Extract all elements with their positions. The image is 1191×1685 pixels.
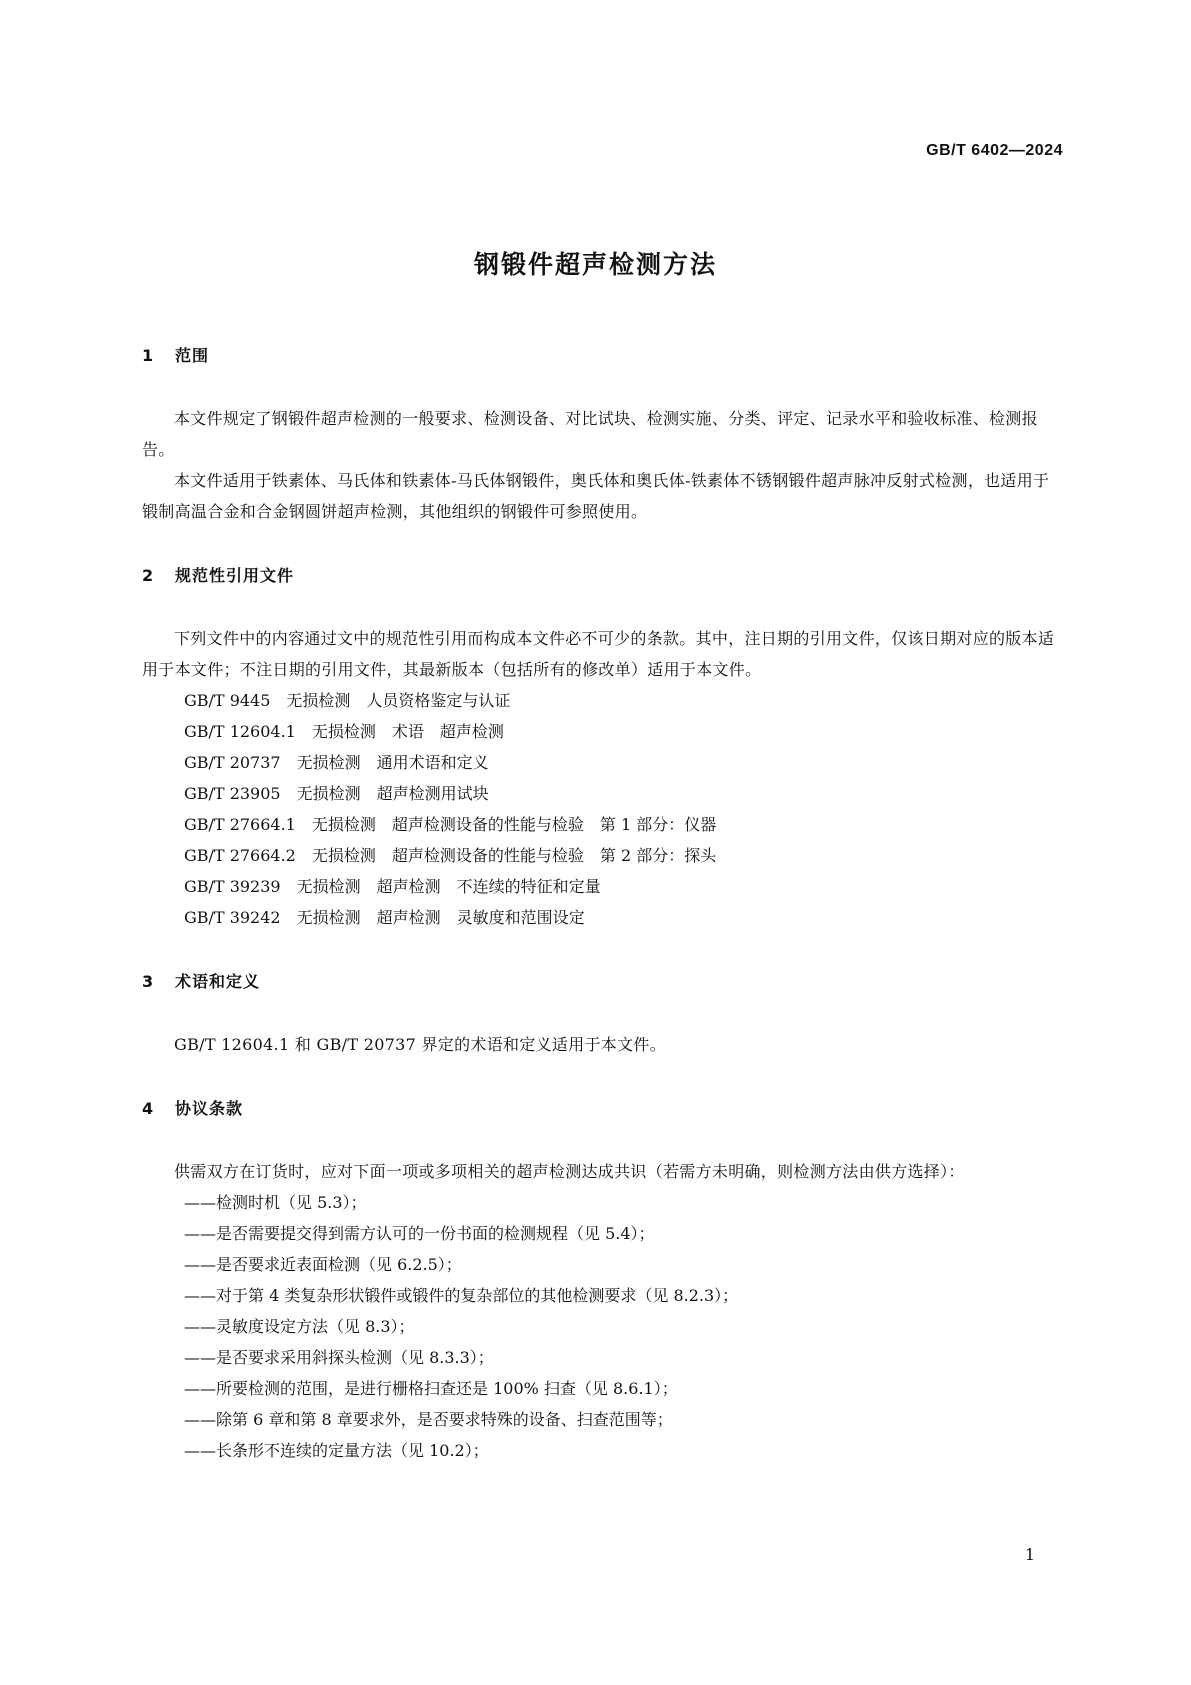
reference-item: GB/T 20737 无损检测 通用术语和定义	[184, 753, 489, 772]
list-item: ——是否要求采用斜探头检测（见 8.3.3）；	[184, 1348, 494, 1367]
reference-item: GB/T 9445 无损检测 人员资格鉴定与认证	[184, 691, 511, 710]
reference-item: GB/T 12604.1 无损检测 术语 超声检测	[184, 722, 504, 741]
section-3-heading	[142, 971, 1057, 993]
section-number: 1	[142, 346, 155, 365]
section-4-heading	[142, 1098, 1057, 1120]
section-title: 协议条款	[175, 1099, 244, 1118]
list-item: ——灵敏度设定方法（见 8.3）；	[184, 1317, 415, 1336]
reference-item: GB/T 39239 无损检测 超声检测 不连续的特征和定量	[184, 877, 601, 896]
section-number: 4	[142, 1099, 155, 1118]
paragraph: 本文件适用于铁素体、马氏体和铁素体-马氏体钢锻件，奥氏体和奥氏体-铁素体不锈钢锻件超声脉冲反射式检测，也适用于锻制高温合金和合金钢圆饼超声检测，其他组织的钢锻件可参照使用。	[142, 471, 1050, 521]
list-item: ——是否要求近表面检测（见 6.2.5）；	[184, 1255, 462, 1274]
document-body	[142, 345, 1057, 1466]
section-title: 术语和定义	[175, 972, 261, 991]
reference-item: GB/T 27664.2 无损检测 超声检测设备的性能与检验 第 2 部分：探头	[184, 846, 717, 865]
section-1-heading	[142, 345, 1057, 367]
paragraph: 下列文件中的内容通过文中的规范性引用而构成本文件必不可少的条款。其中，注日期的引用文件，仅该日期对应的版本适用于本文件；不注日期的引用文件，其最新版本（包括所有的修改单）适用于本文件。	[142, 629, 1055, 679]
document-title: 钢锻件超声检测方法	[473, 250, 717, 279]
reference-item: GB/T 27664.1 无损检测 超声检测设备的性能与检验 第 1 部分：仪器	[184, 815, 717, 834]
page-number: 1	[1024, 1545, 1035, 1564]
section-2-heading	[142, 565, 1057, 587]
list-item: ——是否需要提交得到需方认可的一份书面的检测规程（见 5.4）；	[184, 1224, 655, 1243]
list-item: ——所要检测的范围，是进行栅格扫查还是 100% 扫查（见 8.6.1）；	[184, 1379, 678, 1398]
paragraph: 供需双方在订货时，应对下面一项或多项相关的超声检测达成共识（若需方未明确，则检测方法由供方选择）：	[174, 1162, 965, 1181]
section-title: 规范性引用文件	[175, 566, 295, 585]
list-item: ——长条形不连续的定量方法（见 10.2）；	[184, 1441, 489, 1460]
reference-item: GB/T 39242 无损检测 超声检测 灵敏度和范围设定	[184, 908, 585, 927]
section-number: 3	[142, 972, 155, 991]
paragraph: GB/T 12604.1 和 GB/T 20737 界定的术语和定义适用于本文件。	[174, 1035, 666, 1054]
list-item: ——检测时机（见 5.3）；	[184, 1193, 367, 1212]
paragraph: 本文件规定了钢锻件超声检测的一般要求、检测设备、对比试块、检测实施、分类、评定、记录水平和验收标准、检测报告。	[142, 409, 1038, 459]
list-item: ——除第 6 章和第 8 章要求外，是否要求特殊的设备、扫查范围等；	[184, 1410, 673, 1429]
standard-code: GB/T 6402—2024	[926, 142, 1063, 159]
section-number: 2	[142, 566, 155, 585]
section-title: 范围	[175, 346, 210, 365]
reference-item: GB/T 23905 无损检测 超声检测用试块	[184, 784, 489, 803]
list-item: ——对于第 4 类复杂形状锻件或锻件的复杂部位的其他检测要求（见 8.2.3）；	[184, 1286, 739, 1305]
